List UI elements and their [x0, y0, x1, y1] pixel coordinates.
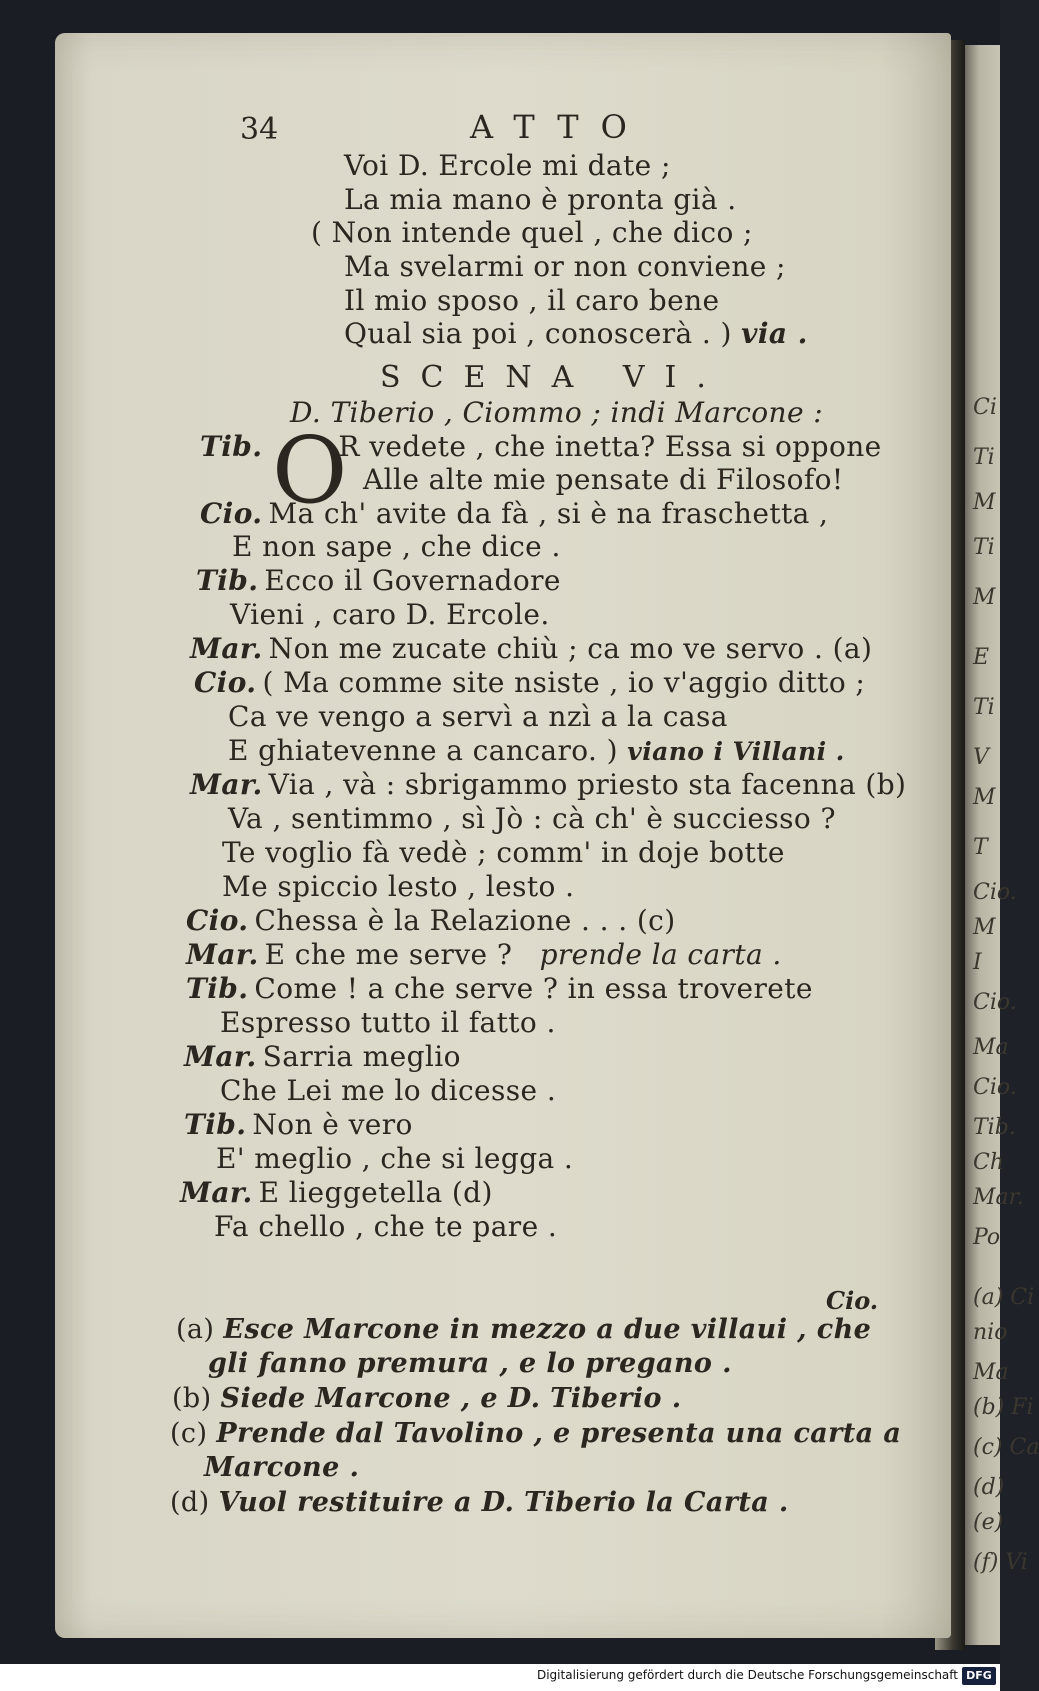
- footnote-mark: (b): [172, 1383, 212, 1414]
- facing-page-fragment: T: [973, 835, 988, 860]
- speaker-label: Tib.: [184, 1108, 247, 1141]
- dialogue-line: Vieni , caro D. Ercole.: [230, 598, 550, 631]
- facing-page-fragment: Mar.: [973, 1185, 1024, 1210]
- speaker-label: Mar.: [186, 938, 259, 971]
- facing-page-fragment: M: [973, 585, 996, 610]
- facing-page-fragment: (e): [973, 1510, 1004, 1535]
- facing-page-fragment: Cio.: [973, 990, 1017, 1015]
- dialogue-line: [190, 633, 872, 665]
- dialogue-line: Espresso tutto il fatto .: [220, 1006, 556, 1039]
- stage-direction: via .: [741, 317, 808, 350]
- stage-direction: viano i Villani .: [627, 737, 845, 766]
- footer-credit: Digitalisierung gefördert durch die Deutsche Forschungsgemeinschaft: [536, 1668, 958, 1682]
- facing-page-fragment: M: [973, 915, 996, 940]
- facing-page-fragment: Ti: [973, 535, 995, 560]
- drop-cap: O: [272, 417, 348, 524]
- footnote: [170, 1418, 901, 1450]
- speaker-label: Cio.: [200, 497, 263, 530]
- dialogue-line: [184, 1041, 461, 1073]
- dialogue-line: [180, 1177, 493, 1209]
- facing-page-fragment: Ma: [973, 1035, 1009, 1060]
- facing-page-fragment: Cio.: [973, 880, 1017, 905]
- dialogue-text: E ghiatevenne a cancaro. ): [228, 734, 618, 767]
- verse-line: [344, 318, 808, 350]
- dialogue-line: E' meglio , che si legga .: [216, 1142, 574, 1175]
- dialogue-text: Non è vero: [252, 1108, 413, 1141]
- footnote-continuation: Marcone .: [204, 1452, 360, 1483]
- speaker-label: Cio.: [186, 904, 249, 937]
- scene-characters: D. Tiberio , Ciommo ; indi Marcone :: [290, 396, 824, 429]
- dialogue-line: [186, 973, 813, 1005]
- facing-page-fragment: Ci: [973, 395, 997, 420]
- stage-direction: prende la carta .: [539, 938, 782, 971]
- dialogue-line: [184, 1109, 413, 1141]
- facing-page-fragment: I: [973, 950, 982, 975]
- dialogue-text: E lieggetella (d): [258, 1176, 493, 1209]
- footnote-text: Siede Marcone , e D. Tiberio .: [220, 1383, 682, 1414]
- dialogue-line: [200, 431, 882, 463]
- dialogue-line: [190, 769, 906, 801]
- footnote: [172, 1383, 682, 1415]
- dialogue-line: E non sape , che dice .: [232, 530, 561, 563]
- speaker-label: Mar.: [184, 1040, 257, 1073]
- dialogue-line: [200, 498, 828, 530]
- dialogue-line: Fa chello , che te pare .: [214, 1210, 558, 1243]
- dialogue-text: E che me serve ?: [264, 938, 513, 971]
- facing-page-fragment: M: [973, 490, 996, 515]
- verse-line: ( Non intende quel , che dico ;: [311, 216, 753, 249]
- facing-page-fragment: (c) Ca: [973, 1435, 1039, 1460]
- facing-page-fragment: Po: [973, 1225, 1001, 1250]
- footnote-text: Prende dal Tavolino , e presenta una carta a: [216, 1418, 902, 1449]
- speaker-label: Tib.: [200, 430, 263, 463]
- speaker-label: Tib.: [196, 564, 259, 597]
- dialogue-text: Ma ch' avite da fà , si è na fraschetta ,: [268, 497, 829, 530]
- dialogue-line: [196, 565, 561, 597]
- verse-line: Voi D. Ercole mi date ;: [344, 149, 671, 182]
- dialogue-line: [194, 667, 865, 699]
- facing-page-fragment: (b) Fi: [973, 1395, 1034, 1420]
- facing-page-fragment: (a) Ci: [973, 1285, 1035, 1310]
- running-title: ATTO: [470, 108, 649, 146]
- verse-line: Il mio sposo , il caro bene: [344, 284, 720, 317]
- speaker-label: Tib.: [186, 972, 249, 1005]
- facing-page-edge: [965, 45, 1039, 1645]
- facing-page-fragment: Cio.: [973, 1075, 1017, 1100]
- speaker-label: Mar.: [190, 632, 263, 665]
- facing-page-fragment: Tib.: [973, 1115, 1016, 1140]
- dialogue-text: Ecco il Governadore: [264, 564, 561, 597]
- verse-line: Ma svelarmi or non conviene ;: [344, 250, 786, 283]
- facing-page-fragment: (f) Vi: [973, 1550, 1028, 1575]
- dfg-logo: DFG: [962, 1667, 996, 1685]
- footnote-text: Esce Marcone in mezzo a due villaui , che: [223, 1314, 872, 1345]
- dialogue-line: Ca ve vengo a servì a nzì a la casa: [228, 700, 728, 733]
- page-number: 34: [240, 112, 279, 147]
- facing-page-fragment: M: [973, 785, 996, 810]
- dialogue-line: Te voglio fà vedè ; comm' in doje botte: [222, 836, 785, 869]
- dialogue-text: Sarria meglio: [262, 1040, 461, 1073]
- catchword: Cio.: [826, 1286, 879, 1315]
- dialogue-line: [228, 735, 845, 768]
- dialogue-text: ( Ma comme site nsiste , io v'aggio ditto ;: [262, 666, 866, 699]
- footnote-mark: (c): [170, 1418, 208, 1449]
- dialogue-line: Me spiccio lesto , lesto .: [222, 870, 575, 903]
- dialogue-text: Via , và : sbrigammo priesto sta facenna (b): [268, 768, 907, 801]
- speaker-label: Cio.: [194, 666, 257, 699]
- speaker-label: Mar.: [190, 768, 263, 801]
- facing-page-fragment: Ma: [973, 1360, 1009, 1385]
- dialogue-line: Va , sentimmo , sì Jò : cà ch' è succiesso ?: [228, 802, 836, 835]
- facing-page-fragment: nio: [973, 1320, 1008, 1345]
- speaker-label: Mar.: [180, 1176, 253, 1209]
- dialogue-text: Non me zucate chiù ; ca mo ve servo . (a): [268, 632, 873, 665]
- facing-page-fragment: Ti: [973, 695, 995, 720]
- dialogue-text: Come ! a che serve ? in essa troverete: [254, 972, 813, 1005]
- facing-page-fragment: (d): [973, 1475, 1005, 1500]
- dialogue-text: Chessa è la Relazione . . . (c): [254, 904, 676, 937]
- facing-page-fragment: Ch: [973, 1150, 1005, 1175]
- dialogue-line: Che Lei me lo dicesse .: [220, 1074, 557, 1107]
- scene-title: SCENA VI.: [380, 360, 726, 395]
- verse-text: Qual sia poi , conoscerà . ): [344, 317, 732, 350]
- facing-page-fragment: E: [973, 645, 990, 670]
- dialogue-text: R vedete , che inetta? Essa si oppone: [338, 430, 882, 463]
- dialogue-line: [186, 905, 676, 937]
- dialogue-line: Alle alte mie pensate di Filosofo!: [363, 463, 844, 496]
- footnote-mark: (a): [176, 1314, 215, 1345]
- footnote-mark: (d): [170, 1487, 210, 1518]
- footer-bar: [0, 1664, 1000, 1691]
- facing-page-fragment: Ti: [973, 445, 995, 470]
- footnote-continuation: gli fanno premura , e lo pregano .: [208, 1348, 732, 1379]
- verse-line: La mia mano è pronta già .: [344, 183, 737, 216]
- dialogue-line: [186, 939, 782, 971]
- facing-page-fragment: V: [973, 745, 989, 770]
- footnote: [176, 1314, 871, 1346]
- footnote: [170, 1487, 789, 1519]
- footnote-text: Vuol restituire a D. Tiberio la Carta .: [218, 1487, 789, 1518]
